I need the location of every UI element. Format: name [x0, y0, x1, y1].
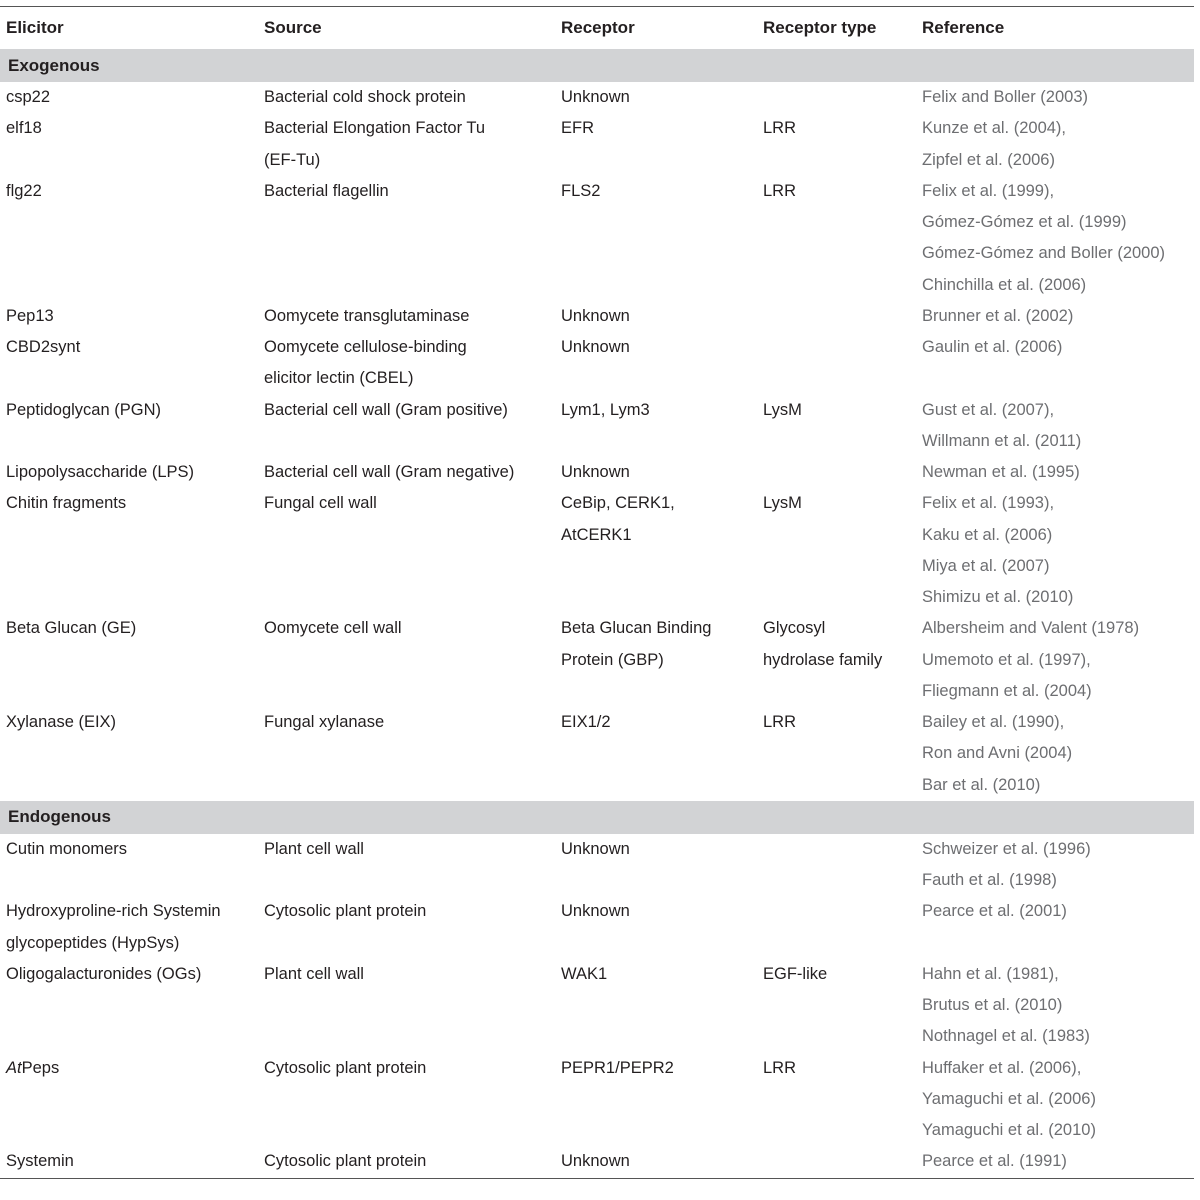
- receptor-cell: [561, 113, 763, 176]
- elicitor-cell-line: Xylanase (EIX): [6, 713, 117, 731]
- receptor-cell-line: EFR: [561, 119, 594, 138]
- receptor-type-cell: [763, 613, 922, 707]
- receptor-type-cell-line: LRR: [763, 713, 797, 731]
- receptor-type-cell-line: LysM: [763, 400, 802, 419]
- receptor-cell-line: PEPR1/PEPR2: [561, 1058, 674, 1077]
- source-cell-line: Plant cell wall: [264, 964, 364, 983]
- source-cell: [264, 332, 561, 395]
- receptor-cell: [561, 959, 763, 1053]
- elicitor-cell: [0, 1053, 264, 1147]
- reference-cell-line: Shimizu et al. (2010): [922, 588, 1074, 606]
- reference-cell: [922, 82, 1194, 113]
- source-cell: [264, 457, 561, 488]
- table-row: [0, 457, 1194, 488]
- receptor-cell: [561, 1053, 763, 1147]
- receptor-type-cell-line: LRR: [763, 1058, 797, 1077]
- receptor-type-cell: [763, 488, 922, 613]
- table-row: [0, 113, 1194, 176]
- source-cell-line: Bacterial flagellin: [264, 181, 389, 200]
- elicitor-cell-line: Lipopolysaccharide (LPS): [6, 463, 195, 481]
- header-row: [0, 7, 1194, 49]
- reference-cell-line: Miya et al. (2007): [922, 556, 1050, 575]
- receptor-cell-line: Unknown: [561, 1152, 630, 1171]
- reference-cell-line: Zipfel et al. (2006): [922, 150, 1055, 169]
- reference-cell: [922, 395, 1194, 458]
- table-row: [0, 82, 1194, 113]
- receptor-type-cell: [763, 457, 922, 488]
- source-cell-line: Bacterial cold shock protein: [264, 88, 466, 106]
- elicitor-cell: [0, 457, 264, 488]
- reference-cell-line: Gómez-Gómez and Boller (2000): [922, 244, 1166, 263]
- table-row: [0, 1053, 1194, 1147]
- elicitor-cell-line: csp22: [6, 88, 51, 106]
- table-row: [0, 488, 1194, 613]
- source-cell-line: Oomycete transglutaminase: [264, 306, 470, 325]
- elicitor-cell: [0, 82, 264, 113]
- reference-cell: [922, 457, 1194, 488]
- elicitor-cell-line: elf18: [6, 119, 42, 138]
- source-cell: [264, 488, 561, 613]
- reference-cell-line: Bar et al. (2010): [922, 775, 1041, 794]
- receptor-type-cell-line: LysM: [763, 494, 802, 513]
- receptor-type-cell: [763, 707, 922, 801]
- receptor-cell-line: Unknown: [561, 463, 630, 481]
- receptor-cell: [561, 707, 763, 801]
- reference-cell: [922, 301, 1194, 332]
- reference-cell-line: Fliegmann et al. (2004): [922, 681, 1092, 700]
- reference-cell-line: Felix and Boller (2003): [922, 88, 1088, 106]
- receptor-cell: [561, 1146, 763, 1177]
- elicitor-cell: [0, 613, 264, 707]
- source-cell-line: Bacterial Elongation Factor Tu: [264, 119, 486, 138]
- elicitor-cell-line: Pep13: [6, 306, 54, 325]
- source-cell-line: Bacterial cell wall (Gram negative): [264, 463, 515, 481]
- source-cell-line: (EF-Tu): [264, 150, 321, 169]
- reference-cell-line: Yamaguchi et al. (2006): [922, 1089, 1096, 1108]
- receptor-cell-line: Unknown: [561, 88, 630, 106]
- table-body: [0, 49, 1194, 1178]
- receptor-type-cell: [763, 1053, 922, 1147]
- reference-cell-line: Bailey et al. (1990),: [922, 713, 1065, 731]
- elicitor-cell-line: Beta Glucan (GE): [6, 619, 137, 638]
- receptor-type-cell-line: LRR: [763, 181, 797, 200]
- elicitor-cell: [0, 176, 264, 301]
- source-cell-line: Fungal xylanase: [264, 713, 385, 731]
- receptor-cell-line: Beta Glucan Binding: [561, 619, 712, 638]
- reference-cell-line: Pearce et al. (2001): [922, 902, 1067, 921]
- header-receptor: Receptor: [561, 18, 635, 37]
- elicitor-cell-line: Oligogalacturonides (OGs): [6, 964, 202, 983]
- receptor-cell: [561, 613, 763, 707]
- section-header-exogenous: Exogenous: [0, 49, 1194, 82]
- reference-cell: [922, 488, 1194, 613]
- reference-cell-line: Hahn et al. (1981),: [922, 964, 1059, 983]
- reference-cell-line: Fauth et al. (1998): [922, 871, 1057, 889]
- receptor-type-cell-line: Glycosyl: [763, 619, 826, 638]
- reference-cell-line: Kaku et al. (2006): [922, 525, 1053, 544]
- source-cell: [264, 959, 561, 1053]
- source-cell-line: Oomycete cell wall: [264, 619, 402, 638]
- source-cell-line: Oomycete cellulose-binding: [264, 338, 467, 356]
- source-cell-line: Cytosolic plant protein: [264, 1058, 427, 1077]
- elicitor-cell: [0, 488, 264, 613]
- receptor-cell-line: Protein (GBP): [561, 650, 664, 669]
- source-cell-line: elicitor lectin (CBEL): [264, 369, 414, 388]
- elicitor-cell-line: AtPeps: [6, 1058, 60, 1077]
- receptor-cell-line: Lym1, Lym3: [561, 400, 650, 419]
- reference-cell: [922, 707, 1194, 801]
- receptor-cell: [561, 834, 763, 897]
- reference-cell-line: Chinchilla et al. (2006): [922, 275, 1087, 294]
- table-row: [0, 613, 1194, 707]
- receptor-cell-line: FLS2: [561, 181, 601, 200]
- receptor-type-cell-line: EGF-like: [763, 964, 828, 983]
- table-row: [0, 896, 1194, 959]
- receptor-type-cell: [763, 332, 922, 395]
- receptor-cell-line: WAK1: [561, 964, 608, 983]
- source-cell: [264, 896, 561, 959]
- reference-cell-line: Pearce et al. (1991): [922, 1152, 1067, 1171]
- source-cell-line: Fungal cell wall: [264, 494, 377, 513]
- receptor-cell: [561, 395, 763, 458]
- elicitor-cell-line: Peptidoglycan (PGN): [6, 400, 161, 419]
- elicitor-cell: [0, 395, 264, 458]
- receptor-cell-line: AtCERK1: [561, 525, 632, 544]
- elicitor-table: [0, 6, 1194, 1179]
- reference-cell-line: Felix et al. (1999),: [922, 181, 1055, 200]
- receptor-type-cell-line: LRR: [763, 119, 797, 138]
- elicitor-cell: [0, 707, 264, 801]
- receptor-cell-line: Unknown: [561, 839, 630, 858]
- receptor-type-cell: [763, 1146, 922, 1177]
- elicitor-cell: [0, 113, 264, 176]
- receptor-cell: [561, 332, 763, 395]
- header-reference: Reference: [922, 18, 1005, 37]
- receptor-cell: [561, 488, 763, 613]
- reference-cell: [922, 1146, 1194, 1177]
- receptor-cell: [561, 896, 763, 959]
- source-cell: [264, 395, 561, 458]
- receptor-cell-line: Unknown: [561, 338, 630, 356]
- reference-cell: [922, 332, 1194, 395]
- source-cell: [264, 176, 561, 301]
- table-row: [0, 707, 1194, 801]
- source-cell-line: Plant cell wall: [264, 839, 364, 858]
- table-row: [0, 176, 1194, 301]
- elicitor-cell-line: CBD2synt: [6, 338, 81, 356]
- header-receptor-type: Receptor type: [763, 18, 877, 37]
- reference-cell-line: Brutus et al. (2010): [922, 996, 1063, 1014]
- elicitor-cell: [0, 959, 264, 1053]
- receptor-cell: [561, 176, 763, 301]
- reference-cell-line: Yamaguchi et al. (2010): [922, 1121, 1096, 1139]
- receptor-cell: [561, 301, 763, 332]
- receptor-type-cell-line: hydrolase family: [763, 650, 883, 669]
- receptor-type-cell: [763, 176, 922, 301]
- reference-cell-line: Felix et al. (1993),: [922, 494, 1055, 513]
- receptor-type-cell: [763, 896, 922, 959]
- source-cell-line: Cytosolic plant protein: [264, 902, 427, 921]
- receptor-cell: [561, 457, 763, 488]
- table-row: [0, 301, 1194, 332]
- source-cell: [264, 82, 561, 113]
- elicitor-cell-line: Chitin fragments: [6, 494, 127, 513]
- bottom-rule: [0, 1178, 1194, 1179]
- receptor-type-cell: [763, 113, 922, 176]
- source-cell-line: Bacterial cell wall (Gram positive): [264, 400, 508, 419]
- reference-cell: [922, 113, 1194, 176]
- receptor-type-cell: [763, 959, 922, 1053]
- reference-cell-line: Gómez-Gómez et al. (1999): [922, 213, 1127, 231]
- source-cell: [264, 834, 561, 897]
- reference-cell-line: Gust et al. (2007),: [922, 400, 1055, 419]
- elicitor-cell-line: Cutin monomers: [6, 839, 128, 858]
- elicitor-cell: [0, 332, 264, 395]
- receptor-type-cell: [763, 301, 922, 332]
- reference-cell: [922, 1053, 1194, 1147]
- header-source: Source: [264, 18, 322, 37]
- table-row: [0, 834, 1194, 897]
- receptor-cell-line: Unknown: [561, 902, 630, 921]
- receptor-type-cell: [763, 82, 922, 113]
- reference-cell-line: Umemoto et al. (1997),: [922, 650, 1091, 669]
- table-row: [0, 332, 1194, 395]
- table-row: [0, 959, 1194, 1053]
- reference-cell: [922, 896, 1194, 959]
- reference-cell-line: Schweizer et al. (1996): [922, 839, 1091, 858]
- elicitor-cell-line: Systemin: [6, 1152, 74, 1171]
- source-cell: [264, 113, 561, 176]
- receptor-cell-line: EIX1/2: [561, 713, 611, 731]
- source-cell: [264, 1146, 561, 1177]
- elicitor-cell: [0, 301, 264, 332]
- receptor-cell-line: CeBip, CERK1,: [561, 494, 675, 513]
- source-cell: [264, 613, 561, 707]
- reference-cell: [922, 176, 1194, 301]
- section-header-endogenous: Endogenous: [0, 801, 1194, 834]
- reference-cell-line: Ron and Avni (2004): [922, 744, 1073, 763]
- elicitor-cell-line: glycopeptides (HypSys): [6, 933, 180, 952]
- elicitor-cell: [0, 834, 264, 897]
- reference-cell-line: Albersheim and Valent (1978): [922, 619, 1140, 638]
- elicitor-cell: [0, 1146, 264, 1177]
- reference-cell-line: Gaulin et al. (2006): [922, 338, 1063, 356]
- receptor-type-cell: [763, 834, 922, 897]
- elicitor-cell-line: flg22: [6, 181, 42, 200]
- reference-cell-line: Willmann et al. (2011): [922, 431, 1082, 450]
- reference-cell: [922, 834, 1194, 897]
- table-row: [0, 395, 1194, 458]
- source-cell: [264, 301, 561, 332]
- reference-cell-line: Nothnagel et al. (1983): [922, 1027, 1090, 1046]
- reference-cell-line: Kunze et al. (2004),: [922, 119, 1067, 138]
- source-cell-line: Cytosolic plant protein: [264, 1152, 427, 1171]
- source-cell: [264, 707, 561, 801]
- reference-cell-line: Huffaker et al. (2006),: [922, 1058, 1082, 1077]
- elicitor-cell-line: Hydroxyproline-rich Systemin: [6, 902, 221, 921]
- receptor-cell: [561, 82, 763, 113]
- reference-cell: [922, 613, 1194, 707]
- reference-cell-line: Newman et al. (1995): [922, 463, 1080, 481]
- receptor-type-cell: [763, 395, 922, 458]
- reference-cell: [922, 959, 1194, 1053]
- table-row: [0, 1146, 1194, 1177]
- receptor-cell-line: Unknown: [561, 306, 630, 325]
- reference-cell-line: Brunner et al. (2002): [922, 306, 1074, 325]
- source-cell: [264, 1053, 561, 1147]
- elicitor-cell: [0, 896, 264, 959]
- header-elicitor: Elicitor: [6, 18, 64, 37]
